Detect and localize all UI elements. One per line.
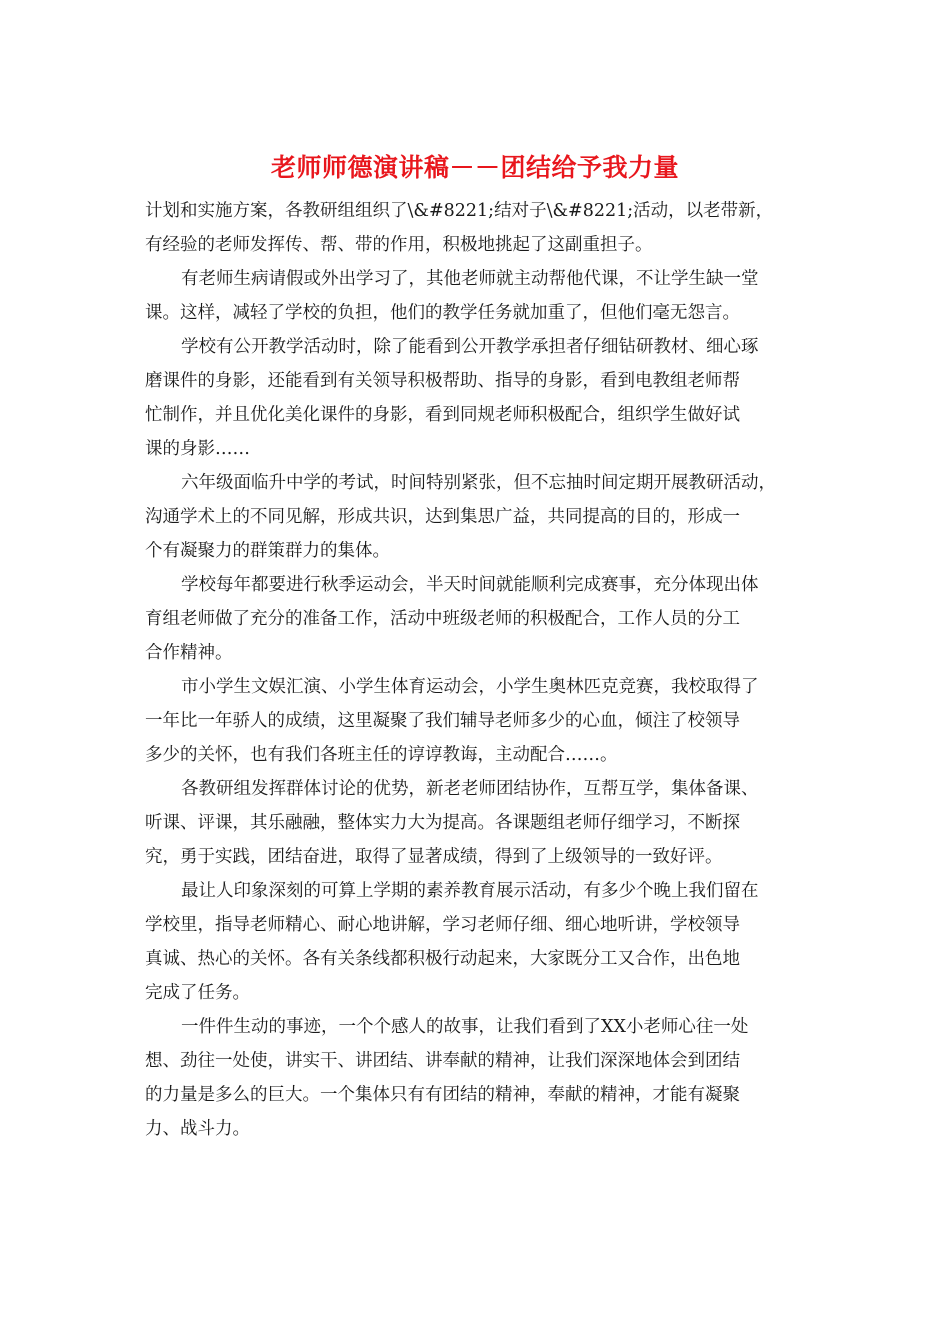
body-line: 真诚、热心的关怀。各有关条线都积极行动起来，大家既分工又合作，出色地 xyxy=(145,949,740,969)
document-body xyxy=(145,194,815,1146)
body-line: 一年比一年骄人的成绩，这里凝聚了我们辅导老师多少的心血，倾注了校领导 xyxy=(145,711,740,731)
body-line: 力、战斗力。 xyxy=(145,1119,250,1139)
body-line: 忙制作，并且优化美化课件的身影，看到同规老师积极配合，组织学生做好试 xyxy=(145,405,740,425)
body-line: 学校里，指导老师精心、耐心地讲解，学习老师仔细、细心地听讲，学校领导 xyxy=(145,915,740,935)
body-line: 合作精神。 xyxy=(145,643,233,663)
body-line: 沟通学术上的不同见解，形成共识，达到集思广益，共同提高的目的，形成一 xyxy=(145,507,740,527)
paragraph-first-line: 最让人印象深刻的可算上学期的素养教育展示活动，有多少个晚上我们留在 xyxy=(181,881,759,901)
paragraph-first-line: 市小学生文娱汇演、小学生体育运动会，小学生奥林匹克竞赛，我校取得了 xyxy=(181,677,759,697)
body-line: 有经验的老师发挥传、帮、带的作用，积极地挑起了这副重担子。 xyxy=(145,235,653,255)
body-line: 课的身影…… xyxy=(145,439,250,459)
body-line: 究，勇于实践，团结奋进，取得了显著成绩，得到了上级领导的一致好评。 xyxy=(145,847,723,867)
body-line: 完成了任务。 xyxy=(145,983,250,1003)
paragraph-first-line: 有老师生病请假或外出学习了，其他老师就主动帮他代课，不让学生缺一堂 xyxy=(181,269,759,289)
body-line: 育组老师做了充分的准备工作，活动中班级老师的积极配合，工作人员的分工 xyxy=(145,609,740,629)
paragraph-first-line: 学校每年都要进行秋季运动会，半天时间就能顺利完成赛事，充分体现出体 xyxy=(181,575,759,595)
body-line: 的力量是多么的巨大。一个集体只有有团结的精神，奉献的精神，才能有凝聚 xyxy=(145,1085,740,1105)
paragraph-first-line: 六年级面临升中学的考试，时间特别紧张，但不忘抽时间定期开展教研活动， xyxy=(181,473,776,493)
paragraph-first-line: 各教研组发挥群体讨论的优势，新老老师团结协作，互帮互学，集体备课、 xyxy=(181,779,759,799)
body-line: 想、劲往一处使，讲实干、讲团结、讲奉献的精神，让我们深深地体会到团结 xyxy=(145,1051,740,1071)
body-line: 磨课件的身影，还能看到有关领导积极帮助、指导的身影，看到电教组老师帮 xyxy=(145,371,740,391)
document-title: 老师师德演讲稿－－团结给予我力量 xyxy=(270,153,679,182)
body-line: 计划和实施方案，各教研组组织了\&#8221;结对子\&#8221;活动，以老带新， xyxy=(145,201,774,221)
body-line: 多少的关怀，也有我们各班主任的谆谆教诲，主动配合……。 xyxy=(145,745,618,765)
paragraph-first-line: 学校有公开教学活动时，除了能看到公开教学承担者仔细钻研教材、细心琢 xyxy=(181,337,759,357)
body-line: 听课、评课，其乐融融，整体实力大为提高。各课题组老师仔细学习，不断探 xyxy=(145,813,740,833)
body-line: 个有凝聚力的群策群力的集体。 xyxy=(145,541,390,561)
body-line: 课。这样，减轻了学校的负担，他们的教学任务就加重了，但他们毫无怨言。 xyxy=(145,303,740,323)
paragraph-first-line: 一件件生动的事迹，一个个感人的故事，让我们看到了XX小老师心往一处 xyxy=(181,1017,749,1037)
